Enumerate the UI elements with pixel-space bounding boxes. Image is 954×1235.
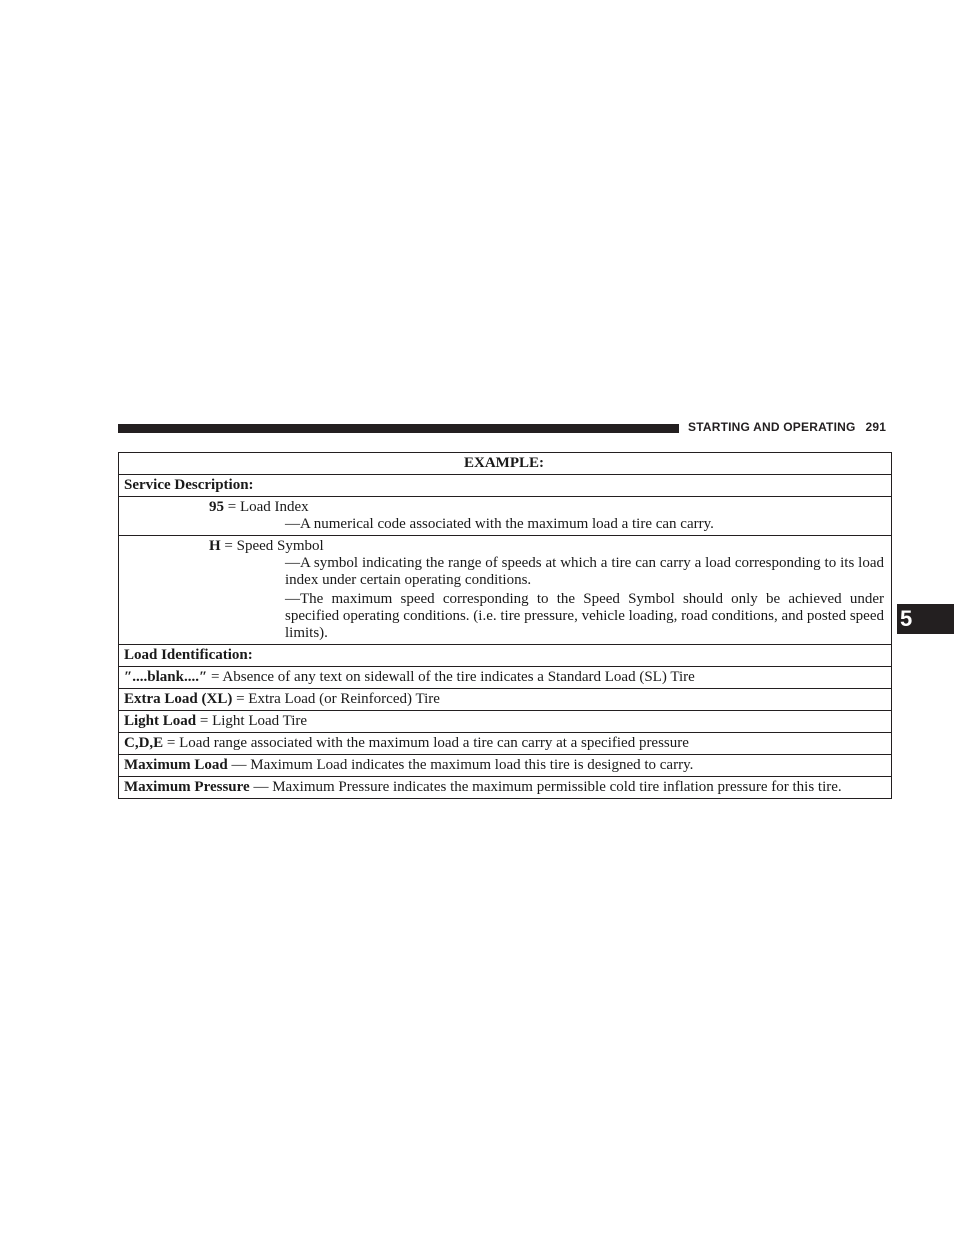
maximum-load-term: Maximum Load	[124, 757, 228, 773]
load-item-term: Light Load	[124, 713, 197, 729]
table-row	[119, 497, 892, 536]
maximum-load-text: — Maximum Load indicates the maximum load this tire is designed to carry.	[227, 757, 694, 773]
load-item-term: C,D,E	[124, 735, 164, 751]
load-item-text: = Load range associated with the maximum load a tire can carry at a specified pressure	[163, 735, 689, 751]
speed-symbol-desc-1: —A symbol indicating the range of speeds at which a tire can carry a load corresponding to its load index under certain operating conditions.	[285, 555, 884, 588]
table-row	[119, 689, 892, 711]
maximum-pressure-cell	[119, 777, 892, 799]
section-title: STARTING AND OPERATING	[688, 420, 856, 434]
load-index-line	[124, 499, 884, 516]
running-head	[688, 420, 886, 434]
load-item-term: Extra Load (XL)	[124, 691, 233, 707]
load-item-cde	[119, 733, 892, 755]
load-item-light-load	[119, 711, 892, 733]
load-index-desc: —A numerical code associated with the maximum load a tire can carry.	[285, 516, 714, 532]
load-index-text: = Load Index	[224, 499, 309, 515]
example-heading: EXAMPLE:	[119, 453, 892, 475]
load-item-extra-load	[119, 689, 892, 711]
speed-symbol-term: H	[209, 538, 221, 554]
load-item-term: ″....blank....″	[124, 669, 208, 685]
service-description-heading: Service Description:	[119, 475, 892, 497]
page-number: 291	[865, 420, 887, 434]
table-row	[119, 667, 892, 689]
load-item-text: = Extra Load (or Reinforced) Tire	[232, 691, 440, 707]
table-row	[119, 536, 892, 645]
maximum-load-cell	[119, 755, 892, 777]
load-index-term: 95	[209, 499, 224, 515]
speed-symbol-desc-2: —The maximum speed corresponding to the Speed Symbol should only be achieved under specified operating conditions. (i.e. tire pressure, vehicle loading, road conditions, and posted speed limits).	[285, 591, 884, 641]
load-index-cell	[119, 497, 892, 536]
maximum-pressure-text: — Maximum Pressure indicates the maximum permissible cold tire inflation pressure for this tire.	[249, 779, 842, 795]
chapter-tab: 5	[897, 604, 954, 634]
speed-symbol-text: = Speed Symbol	[220, 538, 324, 554]
speed-symbol-cell	[119, 536, 892, 645]
speed-symbol-line	[124, 538, 884, 555]
load-item-blank	[119, 667, 892, 689]
load-item-text: = Light Load Tire	[196, 713, 308, 729]
table-row	[119, 711, 892, 733]
header-rule	[118, 424, 679, 433]
maximum-pressure-term: Maximum Pressure	[124, 779, 250, 795]
table-row	[119, 475, 892, 497]
tire-example-table	[118, 452, 892, 799]
table-row	[119, 733, 892, 755]
table-row	[119, 453, 892, 475]
load-identification-heading: Load Identification:	[119, 645, 892, 667]
load-item-text: = Absence of any text on sidewall of the tire indicates a Standard Load (SL) Tire	[207, 669, 695, 685]
table-row	[119, 755, 892, 777]
table-row	[119, 777, 892, 799]
table-row	[119, 645, 892, 667]
